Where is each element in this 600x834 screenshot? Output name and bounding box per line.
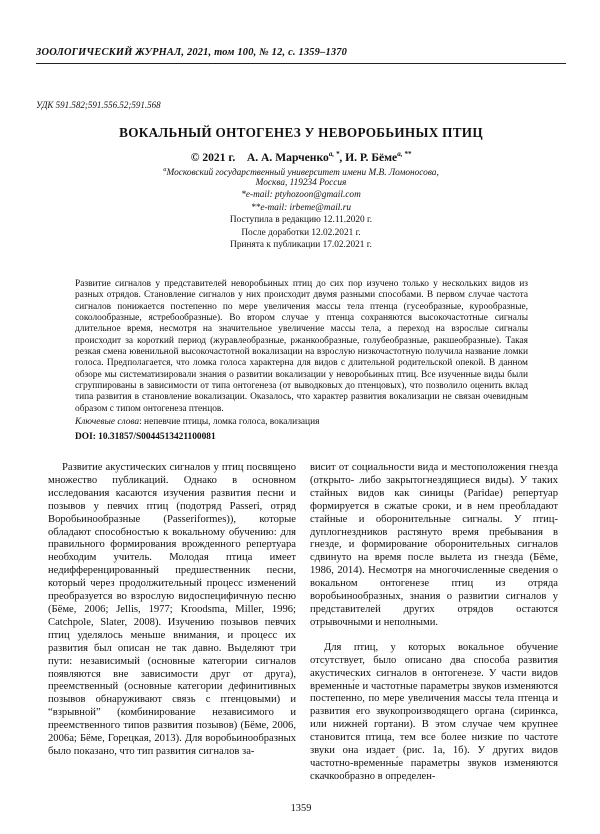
keywords — [75, 417, 528, 427]
revised-date: После доработки 12.02.2021 г. — [241, 227, 361, 238]
paper-title: ВОКАЛЬНЫЙ ОНТОГЕНЕЗ У НЕВОРОБЬИНЫХ ПТИЦ — [119, 125, 483, 140]
body-paragraph: Развитие акустических сигналов у птиц посвящено множество публикаций. Однако в основном исследования касаются изучения развития песни и позывов у певчих птиц (подотряд Passeri, отряд Воробьинообразные (Passeriformes)), которые обладают способностью к вокальному обучению: для правильного формирования врожденного репертуара необходим учитель. Молодая птица имеет недифференцированный предшественник песни, который через продолжительный процесс изменений преобразуется во взрослую видоспецифичную песню (Бёме, 2006; Jellis, 1977; Kroodsma, Miller, 1996; Catchpole, Slater, 2008). Изучению позывов певчих птиц уделялось меньше внимания, и процесс их развития был описан не так давно. Выделяют три пути: независимый (основные категории сигналов появляются вне зависимости друг от друга), преемственный (основные категории дефинитивных позывов обнаруживают связь с птенцовыми) и “взрывной” (комбинирование независимого и преемственного типов развития позывов) (Бёме, 2006, 2006а; Бёме, Горецкая, 2013). Для воробьинообразных было показано, что тип развития сигналов за- — [48, 462, 296, 757]
affiliation-text: Московский государственный университет имени М.В. Ломоносова, — [166, 168, 439, 179]
received-date: Поступила в редакцию 12.11.2020 г. — [229, 215, 373, 225]
udk-code: УДК 591.582;591.556.52;591.568 — [36, 100, 161, 110]
page-number: 1359 — [290, 803, 312, 814]
email-2: **e-mail: irbeme@mail.ru — [251, 202, 351, 213]
accepted-date: Принята к публикации 17.02.2021 г. — [230, 240, 372, 250]
body-paragraph: Для птиц, у которых вокальное обучение отсутствует, было описано два способа развития акустических сигналов в онтогенезе. У части видов временны́е и частотные параметры звуков изменяются постепенно, по мере увеличения массы тела птенца и развития его звукопроизводящего органа (сиринкса, или нижней гортани). В этом случае чем крупнее становится птица, тем все более низкие по частоте звуки она издает (рис. 1а, 1б). У других видов частотно-временны́е параметры звуков изменяются скачкообразно в определен- — [310, 641, 558, 782]
doi: DOI: 10.31857/S0044513421100081 — [75, 432, 216, 442]
email-1: *e-mail: ptyhozoon@gmail.com — [241, 190, 361, 200]
author-separator: , — [339, 150, 346, 164]
journal-header: ЗООЛОГИЧЕСКИЙ ЖУРНАЛ, 2021, том 100, № 12, с. 1359–1370 — [36, 47, 348, 58]
author-2: И. Р. Бёме — [345, 150, 398, 164]
affiliation-mark: a — [163, 166, 167, 173]
keywords-text: : непевчие птицы, ломка голоса, вокализация — [139, 417, 320, 427]
author-2-marks: a, ** — [397, 150, 412, 158]
copyright-year: © 2021 г. — [190, 150, 236, 164]
body-paragraph: висит от социальности вида и местоположения гнезда (открыто- либо закрытогнездящиеся виды). У таких стайных видов как синицы (Paridae) репертуар формируется в сжатые сроки, и в нем преобладают стайные и оборонительные сигналы. У птиц-дуплогнездников растянуто время пребывания в гнезде, и формирование оборонительных сигналов сдвинуто на время после вылета из гнезда (Бёме, 1986, 2014). Несмотря на многочисленные сведения о вокальном онтогенезе птиц из отряда воробьинообразных, знания о развитии сигналов у представителей других отрядов остаются отрывочными и неполными. — [310, 462, 558, 628]
abstract: Развитие сигналов у представителей неворобьиных птиц до сих пор изучено только у нескольких видов из разных отрядов. Становление сигналов у них происходит двумя разными способами. В первом случае частота сигналов понижается постепенно по мере увеличения массы тела птенца (гусеобразные, курообразные, соколообразные, ястребообразные). Во втором случае у птенца сохраняются высокочастотные сигналы длительное время, несмотря на значительное увеличение массы тела, а переход на взрослые сигналы происходит за короткий период (журавлеобразные, ржанкообразные, голубеобразные, ракшеобразные). Такая резкая смена ювенильной высокочастотной вокализации на взрослую низкочастотную получила название ломки голоса. Предполагается, что ломка голоса характерна для видов с длительной родительской опекой. В данном обзоре мы систематизировали знания о развитии вокализации у неворобьиных птиц. Все изученные виды были сгруппированы в зависимости от типа онтогенеза (от выводковых до птенцовых), что позволило оценить вклад типа развития в становление вокализации. Оказалось, что характер развития вокализации не связан очевидным образом с типом онтогенеза птенцов. — [75, 279, 528, 414]
body-column-left — [48, 462, 296, 759]
authors-line — [36, 150, 566, 164]
affiliation-line-2: Москва, 119234 Россия — [255, 177, 347, 188]
keywords-label: Ключевые слова — [75, 417, 140, 427]
body-column-right — [310, 462, 558, 784]
author-1-marks: a, * — [328, 150, 340, 158]
author-1: А. А. Марченко — [246, 150, 329, 164]
header-rule — [36, 63, 566, 64]
